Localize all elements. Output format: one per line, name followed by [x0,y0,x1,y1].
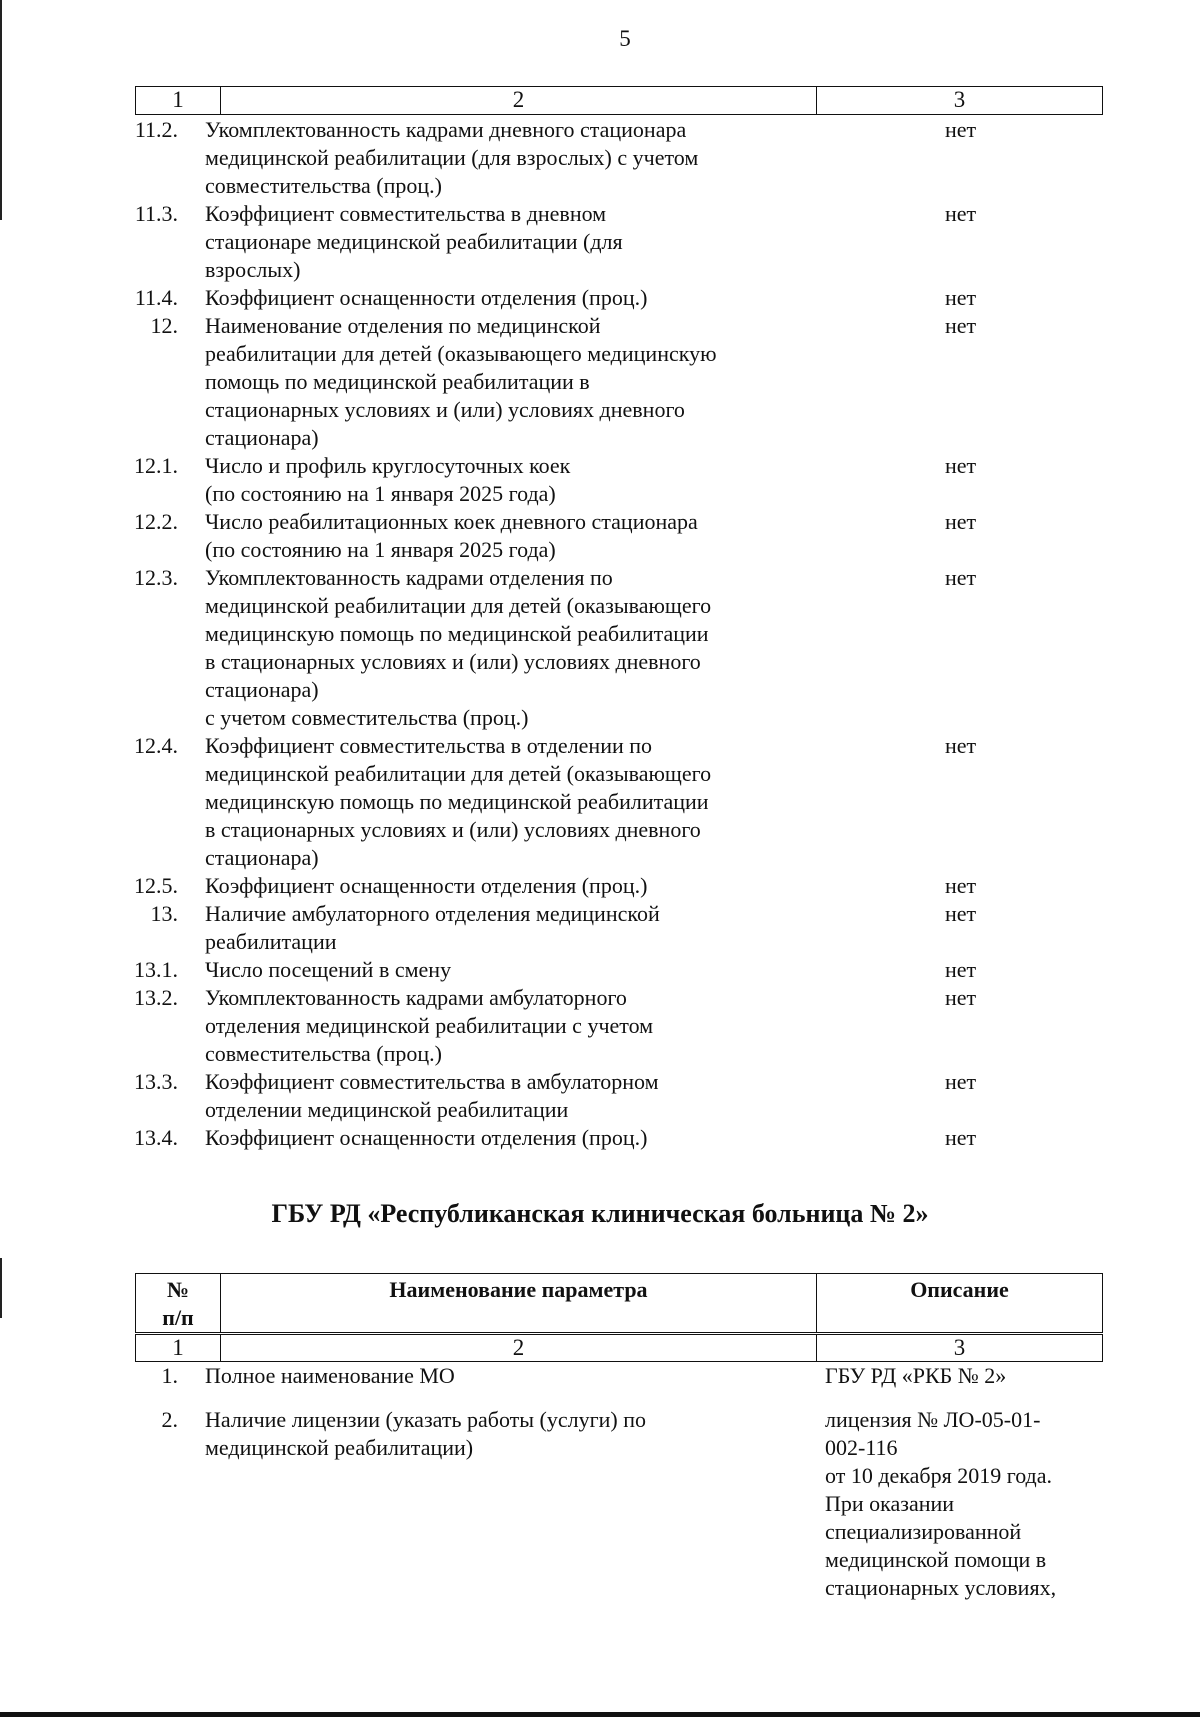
parameter-name-line: стационаре медицинской реабилитации (для [205,229,623,254]
table-row [0,1068,1200,1124]
parameter-name [205,508,945,564]
parameter-value: нет [945,453,977,478]
parameter-name [205,1406,825,1602]
scan-edge-mark [0,0,2,220]
parameter-description-line: специализированной [825,1519,1022,1544]
parameter-name [205,200,945,284]
parameter-name-line: медицинской реабилитации для детей (оказывающего [205,593,712,618]
row-number: 12.4. [134,733,178,758]
table2-header-number-line1: № [166,1277,190,1302]
parameter-name-line: Коэффициент оснащенности отделения (проц.) [205,873,648,898]
parameter-description-line: стационарных условиях, [825,1575,1057,1600]
parameter-name-line: реабилитации [205,929,337,954]
parameter-value: нет [945,1069,977,1094]
row-number: 12.5. [134,873,178,898]
parameter-value: нет [945,1125,977,1150]
parameter-name-line: Коэффициент оснащенности отделения (проц.) [205,285,648,310]
parameter-value: нет [945,901,977,926]
table-row [0,956,1200,984]
parameter-name-line: Укомплектованность кадрами амбулаторного [205,985,627,1010]
parameter-name-line: Укомплектованность кадрами отделения по [205,565,613,590]
table2-body [0,1362,1200,1602]
parameter-name [205,116,945,200]
parameter-description [825,1362,1105,1390]
table1-body [0,116,1200,1152]
parameter-description-line: лицензия № ЛО-05-01- [825,1407,1041,1432]
row-number: 12.2. [134,509,178,534]
parameter-value: нет [945,285,977,310]
parameter-name-line: Полное наименование МО [205,1363,455,1388]
parameter-name-line: стационара) [205,425,319,450]
table-row [0,564,1200,732]
parameter-name-line: взрослых) [205,257,301,282]
row-number: 12.1. [134,453,178,478]
parameter-name-line: Коэффициент совместительства в отделении по [205,733,653,758]
parameter-name [205,872,945,900]
parameter-name-line: стационара) [205,677,319,702]
parameter-description [825,1406,1105,1602]
table2-header-number-line2: п/п [162,1305,194,1330]
parameter-name-line: Укомплектованность кадрами дневного стационара [205,117,687,142]
table2-index-col2: 2 [220,1335,816,1361]
parameter-name-line: Наличие амбулаторного отделения медицинской [205,901,660,926]
table2-index-row [135,1334,1103,1362]
row-number: 1. [161,1363,178,1388]
parameter-name-line: совместительства (проц.) [205,173,442,198]
parameter-name [205,1068,945,1124]
table-row [0,872,1200,900]
parameter-name [205,732,945,872]
parameter-name-line: (по состоянию на 1 января 2025 года) [205,481,556,506]
table-row [0,1124,1200,1152]
table2-header-description: Описание [816,1274,1102,1332]
parameter-name-line: медицинской реабилитации) [205,1435,474,1460]
table1-header-col1: 1 [172,87,184,112]
parameter-value: нет [945,117,977,142]
parameter-name [205,312,945,452]
parameter-name-line: стационара) [205,845,319,870]
parameter-description-line: ГБУ РД «РКБ № 2» [825,1363,1007,1388]
table-row [0,1362,1200,1390]
parameter-name-line: Коэффициент совместительства в дневном [205,201,607,226]
parameter-description-line: 002-116 [825,1435,898,1460]
parameter-value: нет [945,201,977,226]
parameter-name-line: медицинской реабилитации (для взрослых) с учетом [205,145,699,170]
parameter-name-line: медицинскую помощь по медицинской реабилитации [205,621,709,646]
row-number: 11.2. [134,117,178,142]
section-title: ГБУ РД «Республиканская клиническая больница № 2» [271,1199,929,1228]
parameter-name-line: помощь по медицинской реабилитации в [205,369,590,394]
parameter-name [205,984,945,1068]
parameter-name-line: Число реабилитационных коек дневного стационара [205,509,698,534]
parameter-name-line: Число и профиль круглосуточных коек [205,453,571,478]
parameter-value: нет [945,313,977,338]
parameter-description-line: При оказании [825,1491,955,1516]
parameter-value: нет [945,873,977,898]
row-number: 12.3. [134,565,178,590]
parameter-name-line: (по состоянию на 1 января 2025 года) [205,537,556,562]
row-number: 13.2. [134,985,178,1010]
parameter-value: нет [945,957,977,982]
table-row [0,984,1200,1068]
parameter-value: нет [945,565,977,590]
scan-edge-mark [0,1258,2,1318]
page-number: 5 [619,26,631,51]
row-number: 11.4. [134,285,178,310]
parameter-description-line: от 10 декабря 2019 года. [825,1463,1053,1488]
table1-header [135,86,1103,115]
parameter-value: нет [945,509,977,534]
parameter-name [205,956,945,984]
parameter-name-line: Наличие лицензии (указать работы (услуги) по [205,1407,647,1432]
table2-header-number [136,1274,220,1332]
parameter-name [205,900,945,956]
table-row [0,508,1200,564]
parameter-name [205,564,945,732]
table2-index-col3: 3 [816,1335,1102,1361]
table-row [0,312,1200,452]
parameter-name-line: с учетом совместительства (проц.) [205,705,529,730]
parameter-name [205,1362,825,1390]
table-row [0,900,1200,956]
parameter-name [205,1124,945,1152]
parameter-name-line: в стационарных условиях и (или) условиях дневного [205,817,701,842]
parameter-name-line: медицинской реабилитации для детей (оказывающего [205,761,712,786]
row-number: 11.3. [134,201,178,226]
parameter-name [205,452,945,508]
row-number: 12. [150,313,178,338]
table2-header-parameter: Наименование параметра [220,1274,816,1332]
parameter-name-line: Число посещений в смену [205,957,452,982]
parameter-name-line: Коэффициент оснащенности отделения (проц.) [205,1125,648,1150]
row-number: 13.1. [134,957,178,982]
table-row [0,116,1200,200]
table-row [0,284,1200,312]
table-row [0,452,1200,508]
parameter-name-line: в стационарных условиях и (или) условиях дневного [205,649,701,674]
parameter-name-line: стационарных условиях и (или) условиях дневного [205,397,685,422]
parameter-description-line: медицинской помощи в [825,1547,1047,1572]
parameter-name-line: медицинскую помощь по медицинской реабилитации [205,789,709,814]
table-row [0,1406,1200,1602]
table1-header-col3: 3 [816,87,1102,114]
table2-index-col1: 1 [172,1335,184,1360]
parameter-name-line: отделения медицинской реабилитации с учетом [205,1013,654,1038]
row-number: 13.4. [134,1125,178,1150]
parameter-value: нет [945,733,977,758]
scan-bottom-edge [0,1712,1200,1717]
table-row [0,732,1200,872]
parameter-name [205,284,945,312]
row-number: 13. [150,901,178,926]
table-row [0,200,1200,284]
table1-header-col2: 2 [220,87,816,114]
row-number: 13.3. [134,1069,178,1094]
parameter-name-line: Наименование отделения по медицинской [205,313,601,338]
parameter-value: нет [945,985,977,1010]
parameter-name-line: отделении медицинской реабилитации [205,1097,569,1122]
parameter-name-line: совместительства (проц.) [205,1041,442,1066]
parameter-name-line: Коэффициент совместительства в амбулаторном [205,1069,659,1094]
parameter-name-line: реабилитации для детей (оказывающего медицинскую [205,341,717,366]
table2-header [135,1273,1103,1333]
row-number: 2. [161,1407,178,1432]
